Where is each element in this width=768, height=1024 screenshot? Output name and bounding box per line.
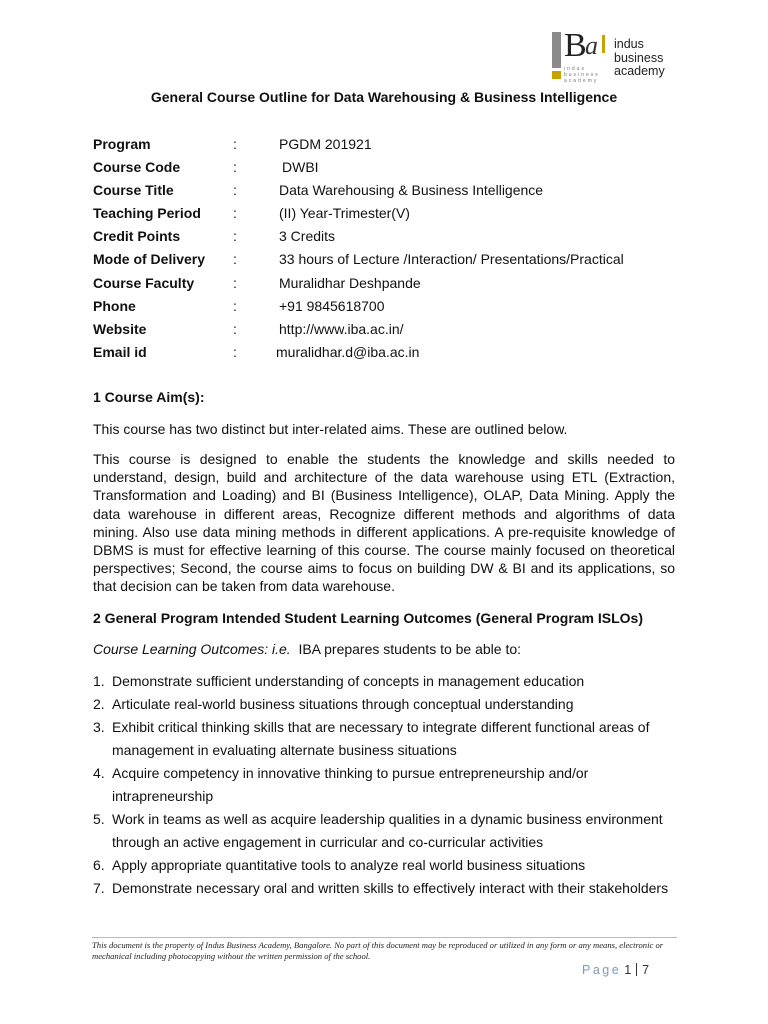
outcome-number: 6.	[93, 857, 105, 873]
outcome-item	[93, 716, 683, 762]
info-row-credit-points	[93, 227, 693, 250]
info-value: (II) Year-Trimester(V)	[279, 205, 410, 222]
section-1-intro: This course has two distinct but inter-related aims. These are outlined below.	[93, 421, 568, 437]
info-row-email	[93, 343, 693, 366]
email-link[interactable]: muralidhar.d@iba.ac.in	[276, 343, 420, 360]
section-1-heading: 1 Course Aim(s):	[93, 389, 205, 405]
outcome-item	[93, 877, 683, 900]
outcome-text: Exhibit critical thinking skills that are necessary to integrate different functional areas of management in evaluating alternate business situations	[112, 719, 650, 758]
info-colon: :	[233, 251, 237, 268]
outcome-text: Work in teams as well as acquire leadership qualities in a dynamic business environment through an active engagement in curricular and co-curricular activities	[112, 811, 663, 850]
logo-line-3: academy	[614, 64, 665, 78]
info-value: Muralidhar Deshpande	[279, 274, 421, 291]
info-value: +91 9845618700	[279, 297, 385, 314]
section-2-intro	[93, 640, 675, 658]
page-current: 1	[624, 963, 632, 977]
logo-letter-a: a	[585, 31, 598, 60]
info-label: Course Faculty	[93, 274, 195, 291]
page-number	[582, 963, 649, 977]
outcome-number: 2.	[93, 696, 105, 712]
outcome-text: Demonstrate sufficient understanding of concepts in management education	[112, 673, 585, 689]
page-label: Page	[582, 963, 622, 977]
info-colon: :	[233, 320, 237, 337]
outcome-item	[93, 808, 683, 854]
info-label: Mode of Delivery	[93, 251, 206, 268]
outcome-text: Demonstrate necessary oral and written skills to effectively interact with their stakeholders	[112, 880, 669, 896]
iba-logo	[548, 28, 678, 84]
info-row-mode-of-delivery	[93, 250, 693, 273]
outcome-text: Apply appropriate quantitative tools to analyze real world business situations	[112, 857, 586, 873]
info-label: Program	[93, 136, 151, 152]
info-row-phone	[93, 297, 693, 320]
logo-tagline: indus business academy	[564, 66, 600, 84]
logo-line-2: business	[614, 50, 664, 65]
outcome-item	[93, 693, 683, 716]
info-label: Website	[93, 320, 147, 337]
logo-letter-b: B	[564, 27, 586, 64]
info-label: Credit Points	[93, 228, 181, 245]
info-label: Phone	[93, 297, 136, 314]
info-row-course-code	[93, 158, 693, 181]
outcome-item	[93, 762, 683, 808]
document-title: General Course Outline for Data Warehousing & Business Intelligence	[150, 89, 618, 105]
info-colon: :	[233, 343, 237, 360]
info-value: PGDM 201921	[279, 136, 372, 152]
page-total: 7	[642, 963, 650, 977]
info-value: DWBI	[282, 159, 319, 176]
course-info-table	[93, 135, 693, 366]
page-separator	[636, 963, 637, 976]
footer-disclaimer: This document is the property of Indus Business Academy, Bangalore. No part of this document may be reproduced or utilized in any form or any means, electronic or mechanical including photocopying without the written permission of the school.	[92, 940, 664, 961]
outcome-text: Acquire competency in innovative thinking to pursue entrepreneurship and/or intrapreneurship	[112, 765, 589, 804]
outcome-number: 1.	[93, 673, 105, 689]
info-row-program	[93, 135, 693, 158]
info-row-teaching-period	[93, 204, 693, 227]
logo-wordmark	[614, 38, 665, 79]
info-colon: :	[233, 274, 237, 291]
outcomes-list	[93, 670, 683, 900]
iba-logo-mark	[548, 27, 608, 84]
info-value: 33 hours of Lecture /Interaction/ Presentations/Practical	[279, 251, 624, 268]
section-2-heading: 2 General Program Intended Student Learning Outcomes (General Program ISLOs)	[93, 610, 644, 626]
outcome-item	[93, 854, 683, 877]
outcome-number: 7.	[93, 880, 105, 896]
info-label: Course Title	[93, 182, 174, 199]
outcome-number: 3.	[93, 719, 105, 735]
info-value: Data Warehousing & Business Intelligence	[279, 182, 544, 199]
logo-dot-shape	[552, 71, 561, 79]
info-row-course-title	[93, 181, 693, 204]
outcome-item	[93, 670, 683, 693]
info-colon: :	[233, 228, 237, 245]
info-colon: :	[233, 159, 237, 176]
info-row-course-faculty	[93, 274, 693, 297]
intro-italic: Course Learning Outcomes: i.e.	[93, 641, 291, 657]
website-link[interactable]: http://www.iba.ac.in/	[279, 320, 404, 337]
info-row-website	[93, 320, 693, 343]
info-colon: :	[233, 205, 237, 222]
outcome-text: Articulate real-world business situations through conceptual understanding	[112, 696, 574, 712]
info-colon: :	[233, 136, 237, 152]
info-colon: :	[233, 182, 237, 199]
footer-divider	[92, 937, 677, 938]
info-label: Course Code	[93, 159, 181, 176]
logo-line-1: indus	[614, 37, 644, 51]
info-value: 3 Credits	[279, 228, 336, 245]
info-label: Teaching Period	[93, 205, 201, 222]
intro-rest: IBA prepares students to be able to:	[298, 641, 522, 657]
info-label: Email id	[93, 343, 147, 360]
outcome-number: 4.	[93, 765, 105, 781]
outcome-number: 5.	[93, 811, 105, 827]
info-colon: :	[233, 297, 237, 314]
section-1-body: This course is designed to enable the students the knowledge and skills needed to understand, design, build and architecture of the data warehouse using ETL (Extraction, Transformation and Loading) and BI (Business Intelligence), OLAP, Data Mining. Apply the data warehouse in different areas, Recognize different methods and algorithms of data mining. Also use data mining methods in different applications. A pre-requisite knowledge of DBMS is must for effective learning of this course. The course mainly focused on theoretical perspectives; Second, the course aims to focus on building DW & BI and its applications, so that decision can be taken from data warehouse.	[93, 451, 675, 595]
logo-bar-shape	[552, 32, 561, 68]
